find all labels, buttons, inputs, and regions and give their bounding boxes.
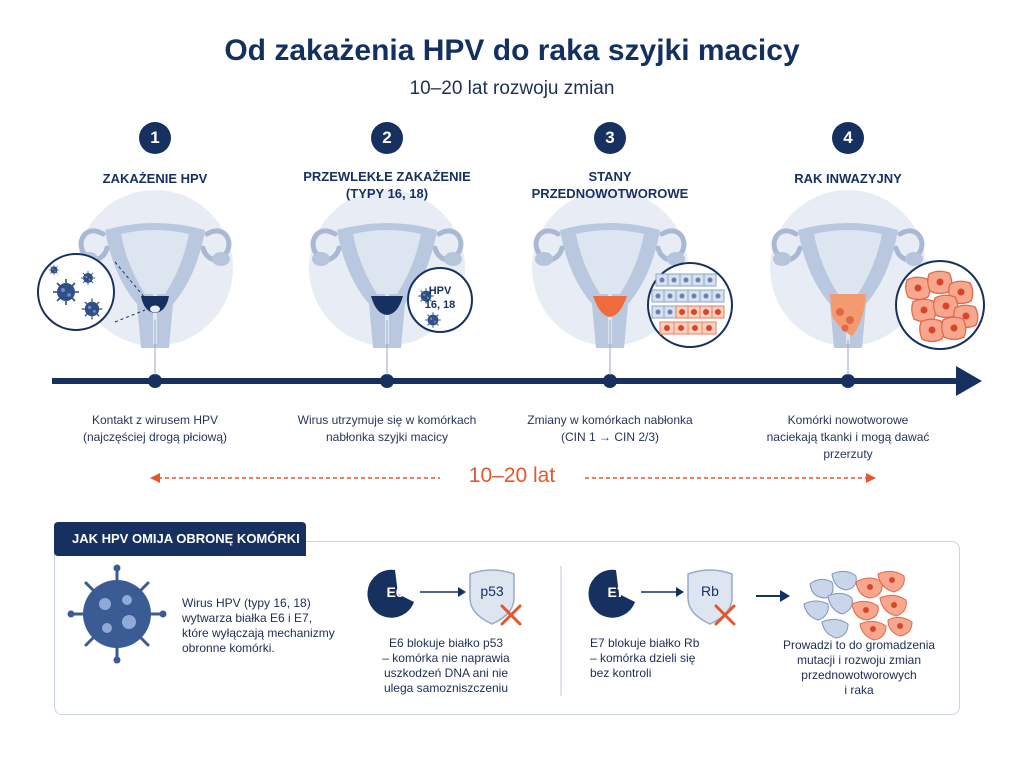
stage-number: 3 (594, 122, 626, 154)
stage-number: 2 (371, 122, 403, 154)
stage-title: PRZEWLEKŁE ZAKAŻENIE (TYPY 16, 18) (303, 169, 471, 201)
result-description: Prowadzi to do gromadzenia mutacji i rozwoju zmian przednowotworowych i raka (782, 638, 936, 697)
p53-label: p53 (480, 583, 504, 599)
stage-number: 4 (832, 122, 864, 154)
stage-3-description: Zmiany w komórkach nabłonka (CIN 1 → CIN 2/3) (527, 413, 693, 444)
stage-title: RAK INWAZYJNY (794, 171, 902, 186)
virus-description: Wirus HPV (typy 16, 18) wytwarza białka E6 i E7, które wyłączają mechanizmy obronne komórki. (182, 596, 335, 655)
stage-1 (45, 122, 265, 362)
stage-title: STANY PRZEDNOWOTWOROWE (531, 169, 689, 201)
e6-description: E6 blokuje białko p53 – komórka nie naprawia uszkodzeń DNA ani nie ulega samozniszczeniu (382, 636, 510, 695)
e7-description: E7 blokuje białko Rb – komórka dzieli się bez kontroli (590, 636, 700, 680)
rb-label: Rb (701, 583, 719, 599)
stage-4 (738, 122, 958, 362)
page-title: Od zakażenia HPV do raka szyjki macicy (224, 34, 800, 67)
stage-4-description: Komórki nowotworowe naciekają tkanki i mogą dawać przerzuty (766, 413, 930, 461)
stage-2-description: Wirus utrzymuje się w komórkach nabłonka szyjki macicy (297, 413, 477, 444)
e7-label: E7 (607, 584, 625, 600)
stage-3 (500, 122, 720, 362)
mechanism-heading: JAK HPV OMIJA OBRONĘ KOMÓRKI (54, 522, 306, 556)
stage-2 (277, 122, 497, 362)
e6-label: E6 (386, 584, 404, 600)
stage-title: ZAKAŻENIE HPV (102, 171, 208, 186)
stage-1-description: Kontakt z wirusem HPV (najczęściej drogą płciową) (82, 413, 228, 444)
period-label: 10–20 lat (440, 464, 584, 488)
stage-number: 1 (139, 122, 171, 154)
page-subtitle: 10–20 lat rozwoju zmian (409, 78, 615, 99)
hpv-types-label: HPV 16, 18 (424, 285, 456, 311)
